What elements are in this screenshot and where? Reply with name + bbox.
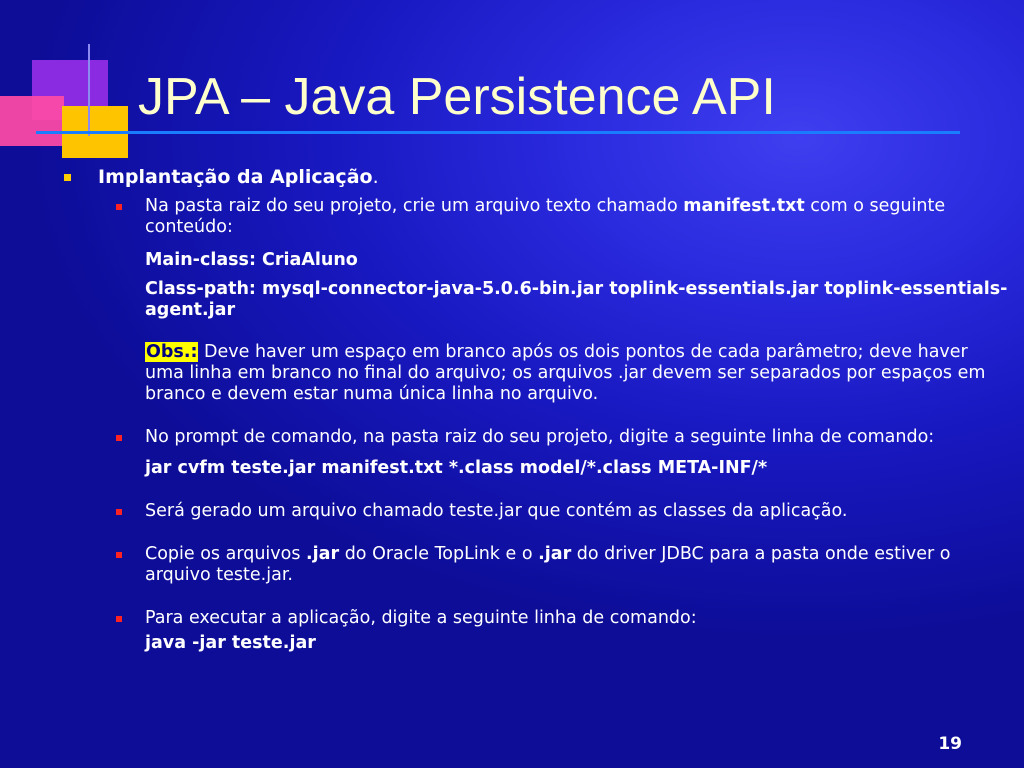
bullet-manifest	[60, 196, 1010, 238]
page-number: 19	[938, 734, 962, 754]
bullet-square-icon	[116, 552, 122, 558]
main-bullet	[60, 164, 1010, 190]
bullet-copy-text-3: do driver JDBC para a pasta onde estiver o arquivo teste.jar.	[145, 544, 951, 585]
decor-vertical-line	[88, 44, 90, 136]
code-jar-command: jar cvfm teste.jar manifest.txt *.class model/*.class META-INF/*	[145, 458, 768, 478]
bullet-prompt	[60, 427, 1010, 448]
bullet-generated-text: Será gerado um arquivo chamado teste.jar que contém as classes da aplicação.	[145, 501, 848, 521]
bullet-square-icon	[116, 204, 122, 210]
bullet-copy-bold-1: .jar	[306, 544, 340, 564]
manifest-code-main-class	[60, 250, 1010, 271]
main-bullet-heading: Implantação da Aplicação	[98, 166, 373, 188]
bullet-manifest-text-after: com o seguinte conteúdo:	[145, 196, 946, 237]
bullet-copy-bold-2: .jar	[538, 544, 572, 564]
bullet-copy	[60, 544, 1010, 586]
code-java-command: java -jar teste.jar	[145, 633, 316, 653]
code-main-class: Main-class: CriaAluno	[145, 250, 358, 270]
decor-pink-square	[0, 96, 64, 146]
slide-content	[60, 164, 1010, 654]
bullet-square-icon	[116, 616, 122, 622]
bullet-square-icon	[116, 509, 122, 515]
bullet-square-icon	[116, 435, 122, 441]
bullet-square-icon	[64, 174, 71, 181]
obs-label: Obs.:	[146, 342, 198, 362]
slide-title: JPA – Java Persistence API	[138, 68, 776, 126]
prompt-code	[60, 458, 1010, 479]
main-bullet-suffix: .	[372, 166, 379, 188]
manifest-code-class-path	[60, 279, 1010, 321]
bullet-generated	[60, 501, 1010, 522]
execute-code	[60, 633, 1010, 654]
bullet-manifest-text: Na pasta raiz do seu projeto, crie um arquivo texto chamado	[145, 196, 684, 216]
bullet-manifest-bold: manifest.txt	[683, 196, 805, 216]
bullet-prompt-text: No prompt de comando, na pasta raiz do seu projeto, digite a seguinte linha de comando:	[145, 427, 935, 447]
bullet-execute	[60, 608, 1010, 629]
bullet-copy-text-1: Copie os arquivos	[145, 544, 307, 564]
code-class-path: Class-path: mysql-connector-java-5.0.6-bin.jar toplink-essentials.jar toplink-essentials-agent.jar	[145, 279, 1008, 320]
bullet-copy-text-2: do Oracle TopLink e o	[339, 544, 539, 564]
bullet-execute-text: Para executar a aplicação, digite a seguinte linha de comando:	[145, 608, 697, 628]
obs-text: Deve haver um espaço em branco após os dois pontos de cada parâmetro; deve haver uma linha em branco no final do arquivo; os arquivos .jar devem ser separados por espaços em branco e devem estar numa única linha no arquivo.	[145, 342, 986, 404]
title-underline	[36, 131, 960, 134]
manifest-obs	[60, 342, 1010, 405]
